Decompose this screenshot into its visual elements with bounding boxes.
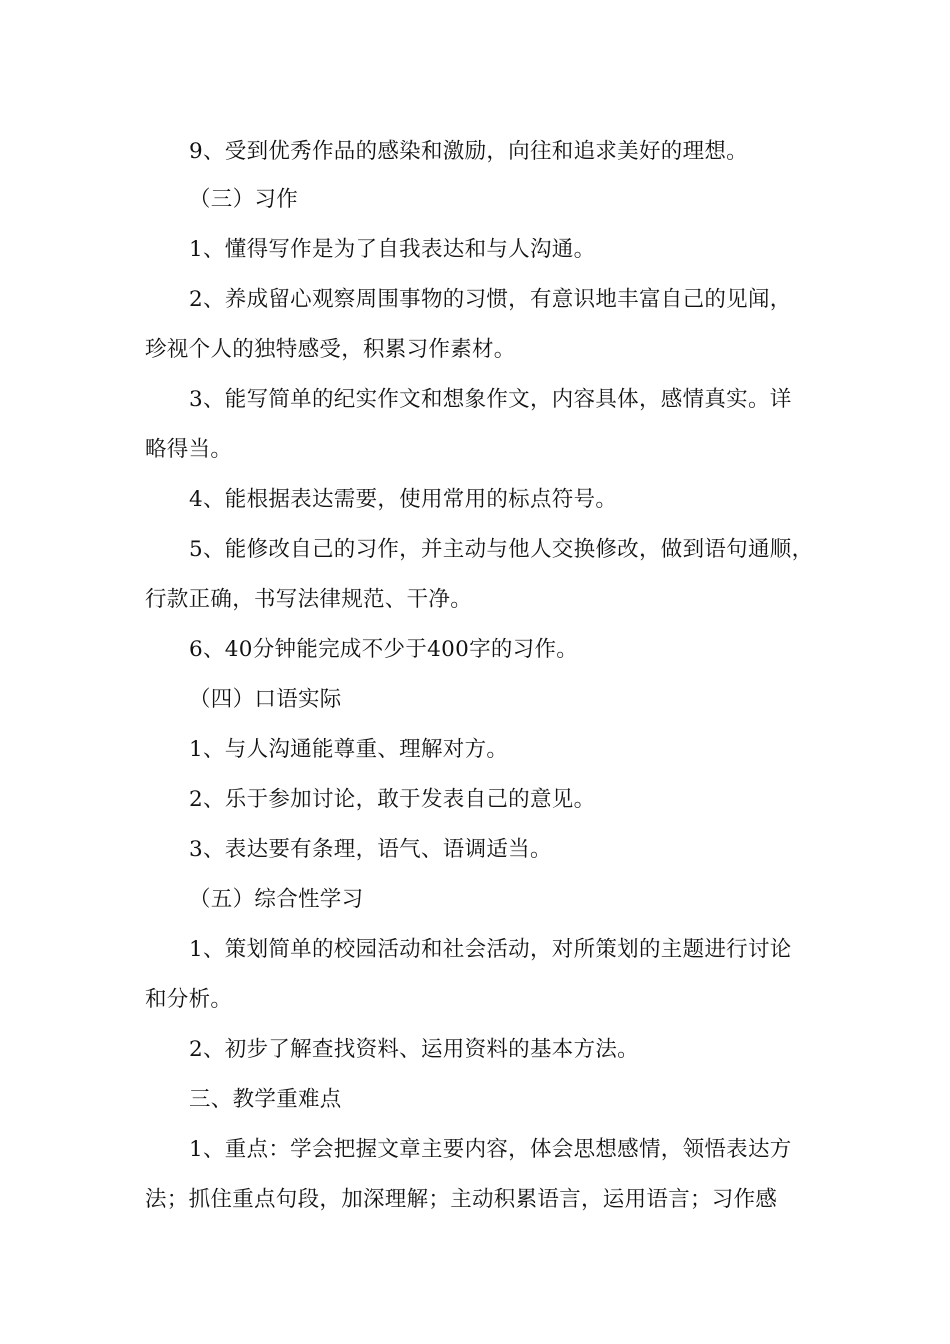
paragraph-comprehensive-1-line-2: 和分析。 xyxy=(145,987,233,1012)
section-heading-comprehensive: （五）综合性学习 xyxy=(189,887,364,912)
paragraph-writing-6: 6、40分钟能完成不少于400字的习作。 xyxy=(189,637,579,662)
paragraph-comprehensive-1-line-1: 1、策划简单的校园活动和社会活动，对所策划的主题进行讨论 xyxy=(189,937,792,962)
paragraph-writing-5-line-1: 5、能修改自己的习作，并主动与他人交换修改，做到语句通顺， xyxy=(189,537,814,562)
paragraph-comprehensive-2: 2、初步了解查找资料、运用资料的基本方法。 xyxy=(189,1037,639,1062)
section-heading-key-points: 三、教学重难点 xyxy=(189,1087,342,1112)
paragraph-writing-4: 4、能根据表达需要，使用常用的标点符号。 xyxy=(189,487,618,512)
paragraph-writing-1: 1、懂得写作是为了自我表达和与人沟通。 xyxy=(189,237,596,262)
paragraph-writing-3-line-1: 3、能写简单的纪实作文和想象作文，内容具体，感情真实。详 xyxy=(189,387,792,412)
section-heading-oral: （四）口语实际 xyxy=(189,687,342,712)
paragraph-writing-2-line-1: 2、养成留心观察周围事物的习惯，有意识地丰富自己的见闻， xyxy=(189,287,792,312)
paragraph-oral-1: 1、与人沟通能尊重、理解对方。 xyxy=(189,737,509,762)
section-heading-writing: （三）习作 xyxy=(189,187,299,212)
paragraph-writing-2-line-2: 珍视个人的独特感受，积累习作素材。 xyxy=(145,337,516,362)
paragraph-writing-5-line-2: 行款正确，书写法律规范、干净。 xyxy=(145,587,473,612)
paragraph-key-points-1-line-2: 法；抓住重点句段，加深理解；主动积累语言，运用语言；习作感 xyxy=(145,1187,778,1212)
paragraph-writing-3-line-2: 略得当。 xyxy=(145,437,233,462)
paragraph-goal-9: 9、受到优秀作品的感染和激励，向往和追求美好的理想。 xyxy=(189,139,748,164)
paragraph-key-points-1-line-1: 1、重点：学会把握文章主要内容，体会思想感情，领悟表达方 xyxy=(189,1137,792,1162)
paragraph-oral-3: 3、表达要有条理，语气、语调适当。 xyxy=(189,837,552,862)
paragraph-oral-2: 2、乐于参加讨论，敢于发表自己的意见。 xyxy=(189,787,596,812)
